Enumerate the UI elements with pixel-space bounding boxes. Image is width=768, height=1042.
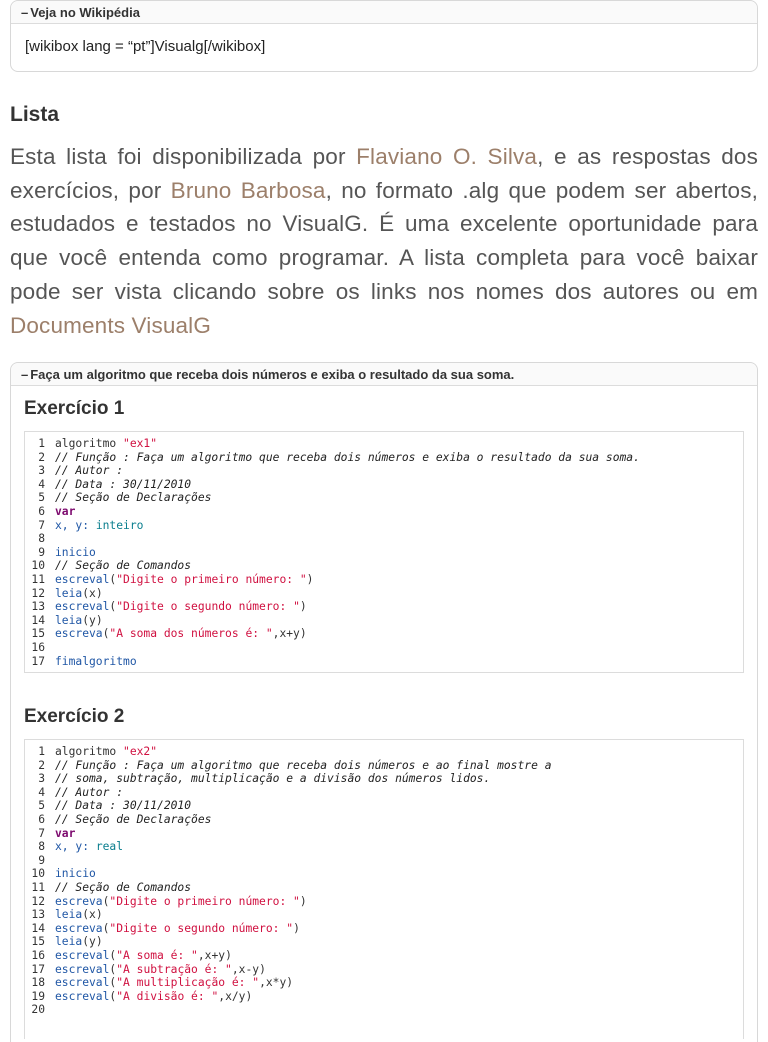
code-token: "A divisão é: " (116, 989, 219, 1003)
line-number: 15 (31, 935, 45, 949)
line-number: 14 (31, 921, 45, 935)
code-token: algoritmo (55, 437, 124, 450)
code-token: // Função : Faça um algoritmo que receba dois números e exiba o resultado da sua soma. (55, 450, 640, 464)
code-token: escreval (55, 572, 110, 586)
code-token: inicio (55, 867, 96, 881)
code-text (55, 464, 123, 478)
code-line (25, 867, 743, 881)
code-token: "A soma dos números é: " (109, 627, 273, 641)
code-line (25, 532, 743, 546)
code-token: inicio (55, 545, 96, 559)
code-line (25, 827, 743, 841)
line-number: 6 (38, 504, 45, 518)
code-token: ,x/y) (218, 989, 253, 1003)
code-text (55, 895, 307, 909)
code-text (55, 786, 123, 800)
code-token: inteiro (95, 518, 144, 532)
paragraph-text-2: , e as respostas dos exercícios, por (10, 144, 758, 203)
line-number: 11 (31, 572, 45, 586)
code-token: var (55, 504, 76, 518)
code-token: // Seção de Comandos (55, 559, 192, 573)
code-token: ( (109, 976, 117, 990)
code-token: "Digite o segundo número: " (109, 921, 294, 935)
line-number: 10 (31, 559, 45, 573)
line-number: 3 (38, 772, 45, 786)
code-token: "Digite o primeiro número: " (109, 894, 300, 908)
code-text (55, 759, 552, 773)
code-line (25, 655, 743, 669)
code-token: // Seção de Declarações (55, 491, 212, 505)
code-token: ( (109, 948, 117, 962)
code-token: "A multiplicação é: " (116, 976, 260, 990)
wikipedia-box (10, 0, 758, 72)
code-block-exercise-2 (24, 739, 744, 1039)
code-token: // Seção de Declarações (55, 812, 212, 826)
code-text (55, 437, 157, 451)
code-text (55, 799, 191, 813)
code-line (25, 895, 743, 909)
line-number: 4 (38, 477, 45, 491)
code-line (25, 976, 743, 990)
code-text (55, 519, 143, 533)
line-number: 13 (31, 908, 45, 922)
code-token: ,x+y) (197, 948, 232, 962)
code-token: (x) (82, 908, 103, 922)
code-token: escreval (55, 989, 110, 1003)
link-documents-visualg[interactable]: Documents VisualG (10, 312, 211, 338)
link-bruno[interactable]: Bruno Barbosa (170, 177, 326, 203)
code-line (25, 935, 743, 949)
code-text (55, 827, 75, 841)
line-number: 3 (38, 464, 45, 478)
code-line (25, 799, 743, 813)
code-line (25, 451, 743, 465)
code-token: // soma, subtração, multiplicação e a divisão dos números lidos. (55, 772, 491, 786)
code-token: ( (109, 600, 117, 614)
code-text (55, 745, 157, 759)
code-token: ) (299, 600, 307, 614)
code-token: // Autor : (55, 785, 124, 799)
code-token: ) (293, 921, 300, 935)
code-token: "A soma é: " (116, 948, 198, 962)
code-text (55, 867, 96, 881)
code-token: escreva (55, 921, 103, 935)
code-text (55, 935, 103, 949)
code-token: ) (306, 572, 314, 586)
line-number: 11 (31, 880, 45, 894)
code-line (25, 437, 743, 451)
code-line (25, 745, 743, 759)
code-token: real (95, 840, 124, 854)
code-token: ,x-y) (231, 962, 266, 976)
collapse-icon[interactable]: – (21, 366, 29, 382)
code-text (55, 559, 191, 573)
code-line (25, 519, 743, 533)
code-text (55, 881, 191, 895)
code-line (25, 813, 743, 827)
code-text (55, 976, 293, 990)
code-token: (y) (82, 935, 103, 949)
code-token: // Autor : (55, 464, 124, 478)
line-number: 12 (31, 894, 45, 908)
code-text (55, 772, 490, 786)
code-token: escreval (55, 600, 110, 614)
code-line (25, 990, 743, 1004)
line-number: 17 (31, 962, 45, 976)
code-line (25, 922, 743, 936)
code-token: escreval (55, 962, 110, 976)
code-token: "A subtração é: " (116, 962, 232, 976)
code-token: // Seção de Comandos (55, 880, 192, 894)
code-token: ) (299, 894, 307, 908)
code-line (25, 505, 743, 519)
line-number: 9 (38, 853, 45, 867)
line-number: 14 (31, 613, 45, 627)
code-text (55, 990, 252, 1004)
collapse-icon[interactable]: – (21, 4, 29, 20)
code-token: ( (102, 894, 110, 908)
code-text (55, 963, 266, 977)
line-number: 8 (38, 532, 45, 546)
code-line (25, 908, 743, 922)
line-number: 5 (38, 491, 45, 505)
line-number: 7 (38, 518, 45, 532)
link-flaviano[interactable]: Flaviano O. Silva (356, 144, 538, 169)
code-token: ( (109, 962, 117, 976)
code-text (55, 546, 96, 560)
line-number: 2 (38, 758, 45, 772)
code-line (25, 949, 743, 963)
code-token: (x) (82, 586, 103, 600)
line-number: 8 (38, 840, 45, 854)
code-text (55, 922, 300, 936)
line-number: 9 (38, 545, 45, 559)
code-block-exercise-1 (24, 431, 744, 673)
code-token: "ex1" (123, 437, 158, 450)
code-text (55, 451, 640, 465)
code-token: ( (102, 921, 110, 935)
code-line (25, 559, 743, 573)
code-text (55, 813, 211, 827)
code-line (25, 546, 743, 560)
code-line (25, 786, 743, 800)
code-token: // Data : 30/11/2010 (55, 477, 192, 491)
code-text (55, 614, 103, 628)
code-text (55, 573, 313, 587)
code-text (55, 627, 307, 641)
code-token: leia (55, 586, 83, 600)
code-token: (y) (82, 613, 103, 627)
code-token: // Data : 30/11/2010 (55, 799, 192, 813)
code-token: leia (55, 935, 83, 949)
code-token: leia (55, 613, 83, 627)
line-number: 16 (31, 640, 45, 654)
line-number: 20 (31, 1003, 45, 1017)
code-token: escreva (55, 894, 103, 908)
code-text (55, 908, 103, 922)
code-text (55, 600, 307, 614)
section-title: Lista (10, 103, 60, 126)
code-line (25, 881, 743, 895)
code-line (25, 627, 743, 641)
code-line (25, 600, 743, 614)
code-line (25, 854, 743, 868)
line-number: 19 (31, 989, 45, 1003)
code-line (25, 491, 743, 505)
code-line (25, 614, 743, 628)
code-token: ( (109, 989, 117, 1003)
code-text (55, 491, 211, 505)
code-token: "Digite o segundo número: " (116, 600, 300, 614)
code-line (25, 772, 743, 786)
line-number: 18 (31, 976, 45, 990)
line-number: 6 (38, 812, 45, 826)
line-number: 17 (31, 654, 45, 668)
exercise-box-header[interactable] (11, 363, 757, 386)
code-token: var (55, 826, 76, 840)
code-text (55, 655, 137, 669)
code-line (25, 573, 743, 587)
line-number: 4 (38, 785, 45, 799)
code-token: "Digite o primeiro número: " (116, 572, 307, 586)
paragraph-text-3: , no formato .alg que podem ser abertos, estudados e testados no VisualG. É uma excelente oportunidade para que você entenda como programar. A lista completa para você baixar pode ser vista clicando sobre os links nos nomes dos autores ou em (10, 177, 758, 304)
paragraph-text-1: Esta lista foi disponibilizada por (10, 144, 357, 169)
line-number: 2 (38, 450, 45, 464)
code-text (55, 478, 191, 492)
code-token: escreval (55, 976, 110, 990)
code-token: ,x+y) (272, 627, 307, 641)
line-number: 7 (38, 826, 45, 840)
code-token: ( (109, 572, 117, 586)
line-number: 12 (31, 586, 45, 600)
code-token: leia (55, 908, 83, 922)
code-token: "ex2" (123, 745, 158, 758)
code-token: ,x*y) (259, 976, 294, 990)
code-token: algoritmo (55, 745, 124, 758)
code-token: escreva (55, 627, 103, 641)
intro-paragraph (10, 140, 758, 342)
wikipedia-box-header[interactable] (11, 1, 757, 24)
line-number: 1 (38, 745, 45, 758)
exercise-2-title: Exercício 2 (24, 706, 125, 727)
exercise-box-title: Faça um algoritmo que receba dois números e exiba o resultado da sua soma. (30, 366, 515, 382)
wikibox-shortcode: [wikibox lang = “pt”]Visualg[/wikibox] (25, 38, 266, 55)
code-token: ( (102, 627, 110, 641)
code-text (55, 505, 75, 519)
wikipedia-box-title: Veja no Wikipédia (30, 4, 140, 20)
code-line (25, 963, 743, 977)
code-line (25, 840, 743, 854)
line-number: 10 (31, 867, 45, 881)
code-token: x, y: (55, 840, 96, 854)
line-number: 5 (38, 799, 45, 813)
line-number: 15 (31, 627, 45, 641)
line-number: 13 (31, 600, 45, 614)
code-token: x, y: (55, 518, 96, 532)
code-text (55, 587, 103, 601)
line-number: 1 (38, 437, 45, 450)
code-line (25, 1003, 743, 1017)
code-token: escreval (55, 948, 110, 962)
code-text (55, 840, 123, 854)
code-line (25, 641, 743, 655)
code-line (25, 759, 743, 773)
code-token: fimalgoritmo (55, 654, 137, 668)
code-token: // Função : Faça um algoritmo que receba dois números e ao final mostre a (55, 758, 552, 772)
code-line (25, 587, 743, 601)
line-number: 16 (31, 948, 45, 962)
code-text (55, 949, 232, 963)
code-line (25, 464, 743, 478)
code-line (25, 478, 743, 492)
exercise-1-title: Exercício 1 (24, 398, 125, 419)
